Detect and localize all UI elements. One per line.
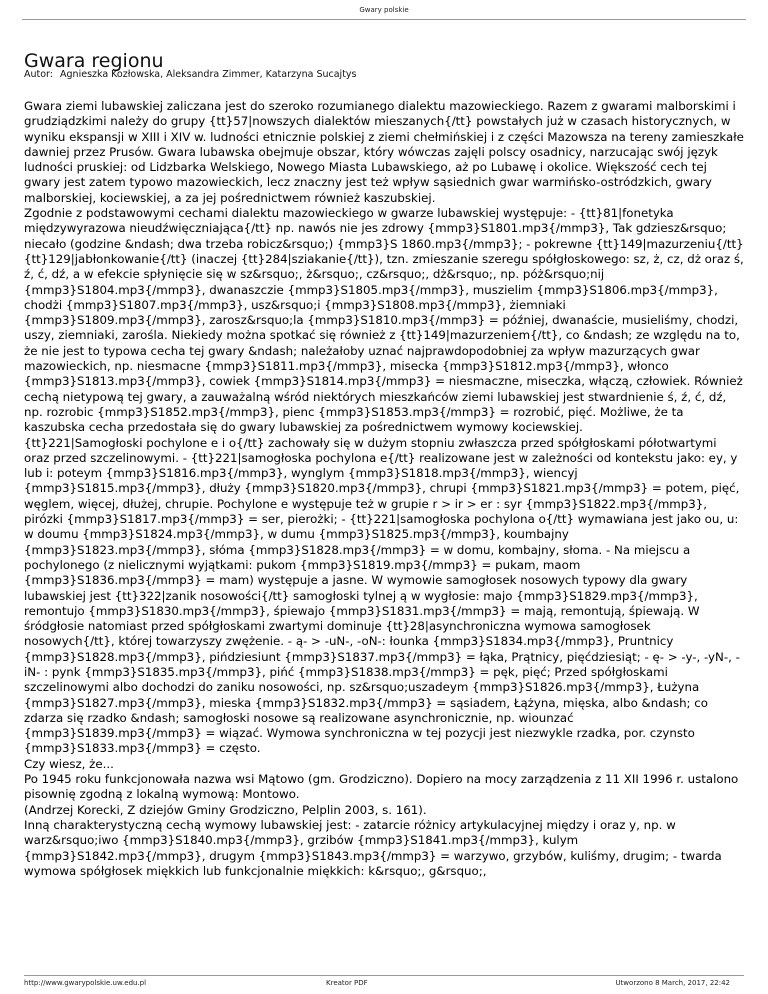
header-divider bbox=[22, 19, 746, 20]
paragraph-citation: (Andrzej Korecki, Z dziejów Gminy Grodziczno, Pelplin 2003, s. 161). bbox=[24, 802, 427, 817]
paragraph-czy-wiesz: Czy wiesz, że... bbox=[24, 756, 114, 771]
article-title: Gwara regionu bbox=[24, 49, 164, 72]
paragraph-mazowiecki: Zgodnie z podstawowymi cechami dialektu mazowieckiego w gwarze lubawskiej występuje: - {tt}81|fonetyka międzywyrazowa nieudźwięczniająca{/tt} np. nawós nie jes zdrowy {mmp3}S1801.mp3{/mmp3}, Tak gdziesz&rsquo; niecało (godzine &ndash; dwa trzeba robicz&rsquo;) {mmp3}S 1860.mp3{/mmp3}; - pokrewne {tt}149|mazurzeniu{/tt} {tt}129|jabłonkowanie{/tt} (inaczej {tt}284|sziakanie{/tt}), tzn. zmieszanie szeregu spółgłoskowego: sz, ż, cz, dż oraz ś, ź, ć, dź, a w efekcie spłynięcie się w sz&rsquo;, ż&rsquo;, cz&rsquo;, dż&rsquo;, np. póż&rsquo;nij {mmp3}S1804.mp3{/mmp3}, dwanaszczie {mmp3}S1805.mp3{/mmp3}, muszielim {mmp3}S1806.mp3{/mmp3}, chodżi {mmp3}S1807.mp3{/mmp3}, usz&rsquo;i {mmp3}S1808.mp3{/mmp3}, żiemniaki {mmp3}S1809.mp3{/mmp3}, zarosz&rsquo;la {mmp3}S1810.mp3{/mmp3} = później, dwanaście, musieliśmy, chodzi, uszy, ziemniaki, zarośla. Niekiedy można spotkać się również z {tt}149|mazurzeniem{/tt}, co &ndash; ze względu na to, że nie jest to typowa cecha tej gwary &ndash; należałoby uznać najprawdopodobniej za wpływ mazurzących gwar mazowieckich, np. niesmacne {mmp3}S1811.mp3{/mmp3}, misecka {mmp3}S1812.mp3{/mmp3}, włonco {mmp3}S1813.mp3{/mmp3}, cowiek {mmp3}S1814.mp3{/mmp3} = niesmaczne, miseczka, włączą, człowiek. Również cechą nietypową tej gwary, a zauważalną wśród niektórych mieszkańców ziemi lubawskiej jest stwardnienie ś, ź, ć, dź, np. rozrobic {mmp3}S1852.mp3{/mmp3}, pienc {mmp3}S1853.mp3{/mmp3} = rozrobić, pięć. Możliwe, że ta kaszubska cecha przedostała się do gwary lubawskiej za pośrednictwem wymowy kociewskiej. bbox=[24, 206, 744, 435]
footer-url: http://www.gwarypolskie.uw.edu.pl bbox=[24, 979, 147, 987]
footer-generator: Kreator PDF bbox=[326, 979, 368, 987]
paragraph-samogloski: {tt}221|Samogłoski pochylone e i o{/tt} zachowały się w dużym stopniu zwłaszcza przed spółgłoskami półotwartymi oraz przed szczelinowymi. - {tt}221|samogłoska pochylona e{/tt} realizowane jest w zależności od kontekstu jako: ey, y lub i: poteym {mmp3}S1816.mp3{/mmp3}, wynglym {mmp3}S1818.mp3{/mmp3}, wiencyj {mmp3}S1815.mp3{/mmp3}, dłuży {mmp3}S1820.mp3{/mmp3}, chrupi {mmp3}S1821.mp3{/mmp3} = potem, pięć, węglem, więcej, dłużej, chrupie. Pochylone e występuje też w grupie r > ir > er : syr {mmp3}S1822.mp3{/mmp3}, pirózki {mmp3}S1817.mp3{/mmp3} = ser, pierożki; - {tt}221|samogłoska pochylona o{/tt} wymawiana jest jako ou, u: w doumu {mmp3}S1824.mp3{/mmp3}, w dumu {mmp3}S1825.mp3{/mmp3}, koumbajny {mmp3}S1823.mp3{/mmp3}, słóma {mmp3}S1828.mp3{/mmp3} = w domu, kombajny, słoma. - Na miejscu a pochylonego (z nielicznymi wyjątkami: pukom {mmp3}S1819.mp3{/mmp3} = pukam, maom {mmp3}S1836.mp3{/mmp3} = mam) występuje a jasne. W wymowie samogłosek nosowych typowy dla gwary lubawskiej jest {tt}322|zanik nosowości{/tt} samogłoski tylnej ą w wygłosie: majo {mmp3}S1829.mp3{/mmp3}, remontujo {mmp3}S1830.mp3{/mmp3}, śpiewajo {mmp3}S1831.mp3{/mmp3} = mają, remontują, śpiewają. W śródgłosie natomiast przed spółgłoskami zwartymi dominuje {tt}28|asynchroniczna wymowa samogłosek nosowych{/tt}, której towarzyszy zwężenie. - ą- > -uN-, -oN-: łounka {mmp3}S1834.mp3{/mmp3}, Pruntnicy {mmp3}S1828.mp3{/mmp3}, pińdziesiunt {mmp3}S1837.mp3{/mmp3} = łąka, Prątnicy, pięćdziesiąt; - ę- > -y-, -yN-, -iN- : pynk {mmp3}S1835.mp3{/mmp3}, pińć {mmp3}S1838.mp3{/mmp3} = pęk, pięć; Przed spółgłoskami szczelinowymi albo dochodzi do zaniku nosowości, np. sz&rsquo;uszadeym {mmp3}S1826.mp3{/mmp3}, Łużyna {mmp3}S1827.mp3{/mmp3}, mieska {mmp3}S1832.mp3{/mmp3} = sąsiadem, Łążyna, mięska, albo &ndash; co zdarza się rzadko &ndash; samogłoski nosowe są realizowane asynchronicznie, np. wiounzać {mmp3}S1839.mp3{/mmp3} = wiązać. Wymowa synchroniczna w tej pozycji jest niezwykle rzadka, por. czynsto {mmp3}S1833.mp3{/mmp3} = często. bbox=[24, 435, 740, 756]
article-authors bbox=[24, 69, 357, 80]
footer-divider bbox=[24, 975, 744, 976]
paragraph-intro: Gwara ziemi lubawskiej zaliczana jest do szeroko rozumianego dialektu mazowieckiego. Razem z gwarami malborskimi i grudziądzkimi należy do grupy {tt}57|nowszych dialektów mieszanych{/tt} powstałych już w czasach historycznych, w wyniku ekspansji w XIII i XIV w. ludności etnicznie polskiej z ziemi chełmińskiej i z części Mazowsza na tereny zamieszkałe dawniej przez Prusów. Gwara lubawska obejmuje obszar, który wówczas zajęli polscy osadnicy, narzucając swój język ludności pruskiej: od Lidzbarka Welskiego, Nowego Miasta Lubawskiego, aż po Lubawę i okolice. Większość cech tej gwary jest zatem typowo mazowieckich, lecz znaczny jest też wpływ sąsiednich gwar warmińsko-ostródzkich, gwary malborskiej, kociewskiej, a za jej pośrednictwem również kaszubskiej. bbox=[24, 99, 744, 205]
authors-label: Autor: bbox=[24, 69, 53, 80]
site-header: Gwary polskie bbox=[359, 6, 409, 14]
article-body bbox=[24, 99, 744, 931]
paragraph-montowo: Po 1945 roku funkcjonowała nazwa wsi Mątowo (gm. Grodziczno). Dopiero na mocy zarządzenia z 11 XII 1996 r. ustalono pisownię zgodną z lokalną wymową: Montowo. bbox=[24, 772, 739, 802]
footer-created: Utworzono 8 March, 2017, 22:42 bbox=[615, 979, 730, 987]
authors-names: Agnieszka Kozłowska, Aleksandra Zimmer, Katarzyna Sucajtys bbox=[60, 69, 357, 80]
paragraph-inna-cecha: Inną charakterystyczną cechą wymowy lubawskiej jest: - zatarcie różnicy artykulacyjnej między i oraz y, np. w warz&rsquo;iwo {mmp3}S1840.mp3{/mmp3}, grzibów {mmp3}S1841.mp3{/mmp3}, kulym {mmp3}S1842.mp3{/mmp3}, drugym {mmp3}S1843.mp3{/mmp3} = warzywo, grzybów, kuliśmy, drugim; - twarda wymowa spółgłosek miękkich lub funkcjonalnie miękkich: k&rsquo;, g&rsquo;, bbox=[24, 817, 722, 878]
